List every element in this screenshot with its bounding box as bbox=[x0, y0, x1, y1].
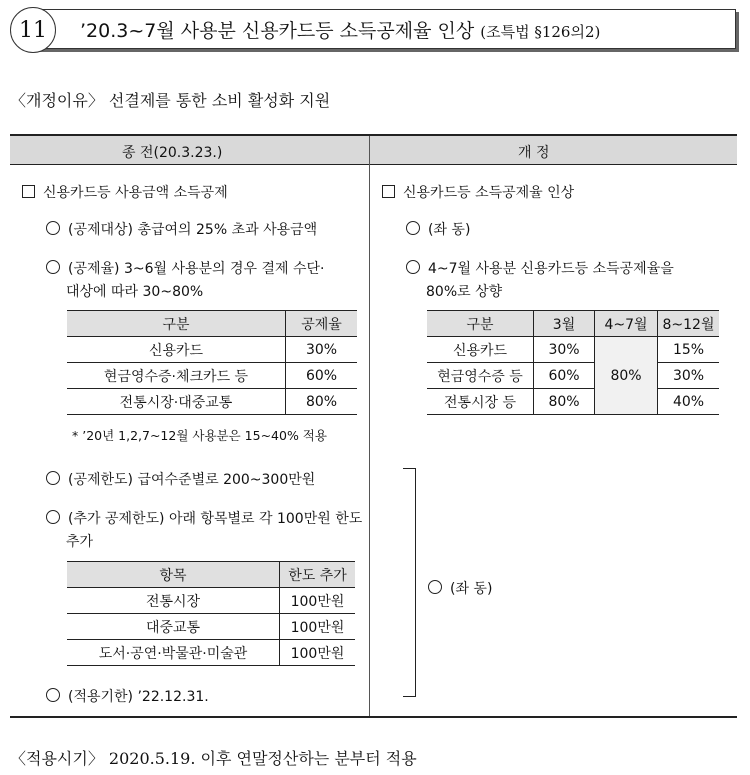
new-rate: 4~7월 사용분 신용카드등 소득공제율을 bbox=[406, 258, 674, 278]
new-same-2: (좌 동) bbox=[428, 578, 492, 598]
table-row bbox=[427, 337, 719, 363]
table-cell: 60% bbox=[534, 363, 595, 389]
table-cell: 30% bbox=[658, 363, 720, 389]
square-bullet-icon bbox=[22, 185, 35, 198]
table-cell: 100만원 bbox=[280, 588, 356, 614]
table-cell: 도서·공연·박물관·미술관 bbox=[67, 640, 280, 666]
table-cell: 100만원 bbox=[280, 614, 356, 640]
table-row bbox=[67, 337, 357, 363]
old-rate: (공제율) 3~6월 사용분의 경우 결제 수단· bbox=[46, 258, 325, 278]
table-cell: 현금영수증·체크카드 등 bbox=[67, 363, 286, 389]
table-cell: 전통시장·대중교통 bbox=[67, 389, 286, 415]
old-target: (공제대상) 총급여의 25% 초과 사용금액 bbox=[46, 219, 317, 239]
table-row bbox=[67, 363, 357, 389]
table-row bbox=[427, 389, 719, 415]
circle-bullet-icon bbox=[406, 260, 420, 274]
circle-bullet-icon bbox=[46, 510, 60, 524]
reason-label: 〈개정이유〉 bbox=[10, 91, 104, 110]
table-row bbox=[67, 614, 355, 640]
table-cell: 전통시장 bbox=[67, 588, 280, 614]
reason-line bbox=[10, 88, 330, 111]
table-cell: 80% bbox=[286, 389, 358, 415]
reason-text: 선결제를 통한 소비 활성화 지원 bbox=[108, 91, 331, 110]
old-expiry: (적용기한) ’22.12.31. bbox=[46, 686, 209, 706]
circle-bullet-icon bbox=[46, 471, 60, 485]
new-rate-table bbox=[427, 310, 719, 415]
title-main: ’20.3~7월 사용분 신용카드등 소득공제율 인상 bbox=[80, 20, 475, 42]
circle-bullet-icon bbox=[406, 221, 420, 235]
right-bracket bbox=[403, 468, 416, 697]
old-limit: (공제한도) 급여수준별로 200~300만원 bbox=[46, 469, 315, 489]
old-extra-table bbox=[67, 561, 355, 666]
table-header: 공제율 bbox=[286, 311, 358, 337]
table-cell: 전통시장 등 bbox=[427, 389, 534, 415]
table-cell: 신용카드 bbox=[427, 337, 534, 363]
old-extra-cont: 추가 bbox=[66, 534, 94, 550]
effective-line bbox=[10, 746, 417, 769]
column-old-label: 종 전(20.3.23.) bbox=[122, 145, 223, 161]
table-cell: 신용카드 bbox=[67, 337, 286, 363]
table-cell: 60% bbox=[286, 363, 358, 389]
circle-bullet-icon bbox=[46, 221, 60, 235]
table-cell: 80% bbox=[534, 389, 595, 415]
table-cell: 40% bbox=[658, 389, 720, 415]
table-header: 4~7월 bbox=[595, 311, 658, 337]
table-row bbox=[427, 311, 719, 337]
new-same-1: (좌 동) bbox=[406, 219, 470, 239]
table-row bbox=[427, 363, 719, 389]
table-header: 3월 bbox=[534, 311, 595, 337]
table-row bbox=[67, 311, 357, 337]
table-row bbox=[67, 588, 355, 614]
effective-label: 〈적용시기〉 bbox=[10, 749, 104, 768]
circle-bullet-icon bbox=[46, 260, 60, 274]
old-rate-table bbox=[67, 310, 357, 415]
table-header: 항목 bbox=[67, 562, 280, 588]
table-cell: 대중교통 bbox=[67, 614, 280, 640]
table-cell: 30% bbox=[534, 337, 595, 363]
circle-bullet-icon bbox=[428, 580, 442, 594]
table-row bbox=[67, 640, 355, 666]
old-rate-cont: 대상에 따라 30~80% bbox=[66, 284, 204, 300]
table-header: 8~12월 bbox=[658, 311, 720, 337]
table-header: 한도 추가 bbox=[280, 562, 356, 588]
table-header: 구분 bbox=[427, 311, 534, 337]
old-note: * ’20년 1,2,7~12월 사용분은 15~40% 적용 bbox=[72, 428, 327, 443]
new-heading: 신용카드등 소득공제율 인상 bbox=[382, 182, 574, 202]
square-bullet-icon bbox=[382, 185, 395, 198]
column-new-label: 개 정 bbox=[518, 145, 550, 161]
column-divider bbox=[369, 136, 370, 716]
page-title bbox=[80, 16, 600, 43]
item-number: 11 bbox=[10, 7, 56, 53]
table-cell: 30% bbox=[286, 337, 358, 363]
table-row bbox=[67, 562, 355, 588]
old-heading: 신용카드등 사용금액 소득공제 bbox=[22, 182, 228, 202]
new-rate-cont: 80%로 상향 bbox=[426, 284, 503, 300]
circle-bullet-icon bbox=[46, 688, 60, 702]
comparison-header bbox=[10, 136, 737, 165]
old-extra: (추가 공제한도) 아래 항목별로 각 100만원 한도 bbox=[46, 508, 362, 528]
table-cell: 100만원 bbox=[280, 640, 356, 666]
effective-text: 2020.5.19. 이후 연말정산하는 분부터 적용 bbox=[108, 749, 417, 768]
table-cell: 현금영수증 등 bbox=[427, 363, 534, 389]
table-header: 구분 bbox=[67, 311, 286, 337]
table-cell: 15% bbox=[658, 337, 720, 363]
title-ref: (조특법 §126의2) bbox=[480, 23, 601, 41]
table-row bbox=[67, 389, 357, 415]
merged-rate-cell: 80% bbox=[595, 337, 658, 415]
